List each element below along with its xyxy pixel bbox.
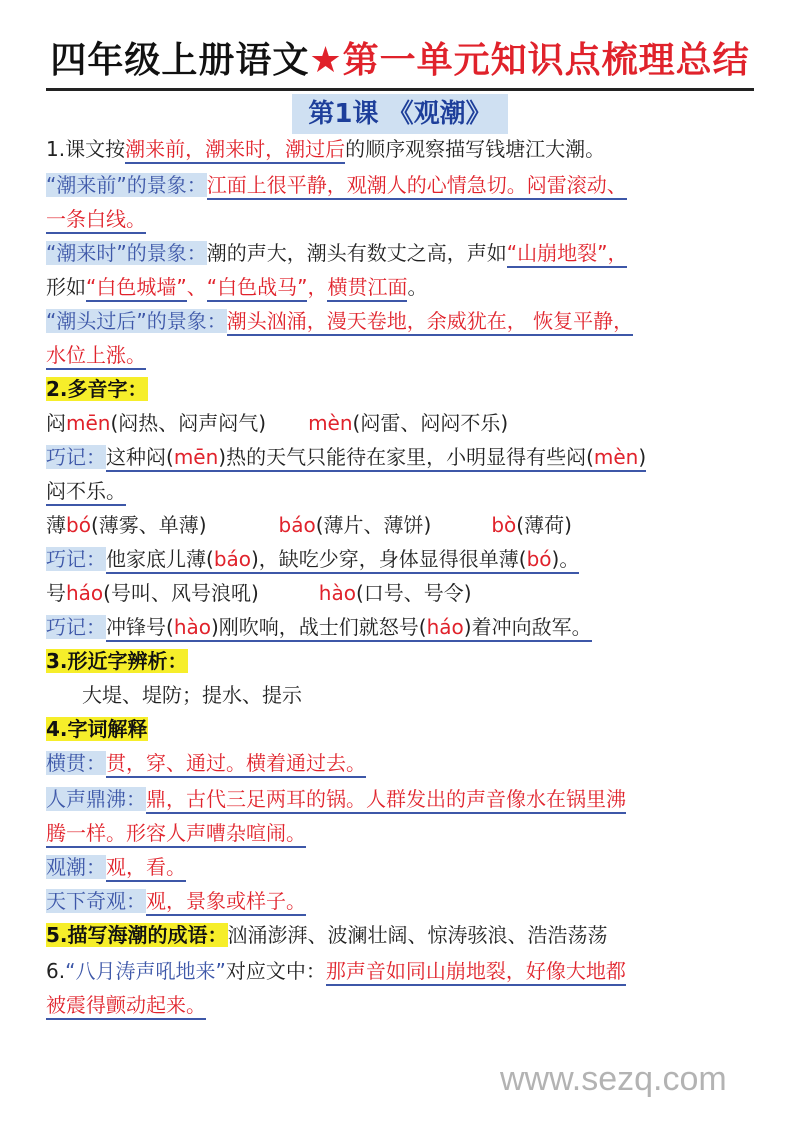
bo-line: [46, 510, 572, 540]
scene3-line1: [46, 306, 633, 336]
poem-quote: “八月涛声吼地来”: [65, 959, 226, 983]
men-memo-line2: [46, 476, 126, 506]
bo2-words: (薄片、薄饼): [315, 513, 432, 537]
page-title: [46, 38, 753, 91]
hao1-pinyin: háo: [66, 581, 104, 605]
scene1-line1: [46, 170, 627, 200]
separator: 、: [186, 275, 207, 299]
scene3-text-cont: 水位上涨。: [46, 343, 146, 370]
term-line: [46, 784, 626, 814]
scene1-text-cont: 一条白线。: [46, 207, 146, 234]
bo3-words: (薄荷): [516, 513, 572, 537]
lesson-title: 第1课 《观潮》: [292, 94, 507, 134]
term-label: 人声鼎沸：: [46, 787, 146, 811]
scene2-prefix: 形如: [46, 275, 86, 299]
memo-label: 巧记：: [46, 547, 106, 571]
section6-prefix: 6.: [46, 959, 66, 983]
memo-pinyin: háo: [427, 615, 464, 642]
men1-pinyin: mēn: [66, 411, 111, 435]
memo-text: )刚吹响，战士们就怒号(: [211, 615, 427, 642]
section4-heading: 4.字词解释: [46, 717, 148, 741]
scene2-quote-3: “白色战马”: [207, 275, 308, 302]
hao2-words: (口号、号令): [355, 581, 472, 605]
order-term-2: 潮来时: [205, 137, 265, 164]
term-definition: 观，看。: [106, 855, 186, 882]
memo-text: )。: [552, 547, 580, 574]
memo-text: 这种闷(: [106, 445, 174, 472]
scene2-line2: [46, 272, 427, 302]
scene1-text: 江面上很平静，观潮人的心情急切。闷雷滚动、: [207, 173, 627, 200]
memo-text: 他家底儿薄(: [106, 547, 214, 574]
section6-answer-cont: 被震得颤动起来。: [46, 993, 206, 1020]
memo-pinyin: mèn: [594, 445, 638, 472]
scene1-label: “潮来前”的景象：: [46, 173, 207, 197]
term-definition: 鼎，古代三足两耳的锅。人群发出的声音像水在锅里沸: [146, 787, 626, 814]
memo-text: )，缺吃少穿，身体显得很单薄(: [251, 547, 527, 574]
term-line: [46, 852, 186, 882]
section6-line1: [46, 956, 626, 986]
term-line-cont: [46, 818, 306, 848]
lesson-block: [0, 94, 800, 134]
scene2-line1: [46, 238, 627, 268]
scene2-quote-1: “山崩地裂”: [507, 241, 608, 268]
memo-pinyin: bó: [527, 547, 552, 574]
bo2-pinyin: báo: [278, 513, 316, 537]
scene2-text: 潮的声大，潮头有数丈之高，声如: [206, 241, 507, 265]
comma: ，: [185, 137, 205, 164]
men2-pinyin: mèn: [308, 411, 353, 435]
bo3-pinyin: bò: [491, 513, 517, 537]
order-term-3: 潮过后: [285, 137, 345, 164]
memo-text: 闷不乐。: [46, 479, 126, 506]
title-unit: 第一单元知识点梳理总结: [342, 40, 750, 81]
hao-memo-line: [46, 612, 592, 642]
scene3-line2: [46, 340, 146, 370]
section6-mid: 对应文中：: [225, 959, 326, 983]
hao2-pinyin: hào: [318, 581, 356, 605]
section1-line: [46, 134, 605, 164]
men-memo-line1: [46, 442, 646, 472]
section1-prefix: 1.课文按: [46, 137, 126, 161]
watermark: www.sezq.com: [500, 1060, 727, 1098]
comma: ，: [307, 275, 328, 299]
memo-label: 巧记：: [46, 445, 106, 469]
section3-heading: 3.形近字辨析：: [46, 649, 188, 673]
men2-words: (闷雷、闷闷不乐): [352, 411, 509, 435]
section6-line2: [46, 990, 206, 1020]
scene2-label: “潮来时”的景象：: [46, 241, 207, 265]
term-definition-cont: 腾一样。形容人声嘈杂喧闹。: [46, 821, 306, 848]
scene2-quote-4: 横贯江面: [327, 275, 407, 302]
memo-text: 冲锋号(: [106, 615, 174, 642]
section2-heading: 2.多音字：: [46, 377, 148, 401]
bo-char: 薄: [46, 513, 66, 537]
section3-content: 大堤、堤防；提水、提示: [82, 683, 302, 707]
section3-heading-line: [46, 646, 188, 676]
men1-words: (闷热、闷声闷气): [110, 411, 267, 435]
period: 。: [407, 275, 428, 299]
section1-suffix: 的顺序观察描写钱塘江大潮。: [345, 137, 606, 161]
section5-line: [46, 920, 608, 950]
section3-content-line: [82, 680, 302, 710]
term-label: 天下奇观：: [46, 889, 146, 913]
memo-label: 巧记：: [46, 615, 106, 639]
section4-heading-line: [46, 714, 148, 744]
bo-memo-line: [46, 544, 579, 574]
term-definition: 观，景象或样子。: [146, 889, 306, 916]
comma: ，: [265, 137, 285, 164]
section2-heading-line: [46, 374, 148, 404]
comma: ，: [607, 241, 627, 268]
term-definition: 贯，穿、通过。横着通过去。: [106, 751, 366, 778]
memo-text: ): [638, 445, 646, 472]
title-block: [0, 38, 800, 91]
bo1-words: (薄雾、单薄): [90, 513, 207, 537]
scene1-line2: [46, 204, 146, 234]
order-term-1: 潮来前: [125, 137, 185, 164]
hao-char: 号: [46, 581, 66, 605]
scene2-quote-2: “白色城墙”: [86, 275, 187, 302]
bo1-pinyin: bó: [66, 513, 91, 537]
memo-text: )热的天气只能待在家里，小明显得有些闷(: [218, 445, 594, 472]
hao-line: [46, 578, 472, 608]
star-icon: ★: [309, 40, 343, 81]
memo-pinyin: hào: [174, 615, 211, 642]
scene3-text: 潮头汹涌，漫天卷地，余威犹在， 恢复平静，: [227, 309, 633, 336]
section6-answer: 那声音如同山崩地裂，好像大地都: [326, 959, 626, 986]
memo-text: )着冲向敌军。: [464, 615, 592, 642]
men-line: [46, 408, 508, 438]
term-label: 横贯：: [46, 751, 106, 775]
section5-heading: 5.描写海潮的成语：: [46, 923, 228, 947]
memo-pinyin: báo: [214, 547, 251, 574]
men-char: 闷: [46, 411, 66, 435]
section5-content: 汹涌澎湃、波澜壮阔、惊涛骇浪、浩浩荡荡: [227, 923, 608, 947]
hao1-words: (号叫、风号浪吼): [103, 581, 259, 605]
term-line: [46, 748, 366, 778]
scene3-label: “潮头过后”的景象：: [46, 309, 227, 333]
term-label: 观潮：: [46, 855, 106, 879]
term-line: [46, 886, 306, 916]
memo-pinyin: mēn: [174, 445, 218, 472]
title-grade: 四年级上册语文: [50, 40, 310, 81]
